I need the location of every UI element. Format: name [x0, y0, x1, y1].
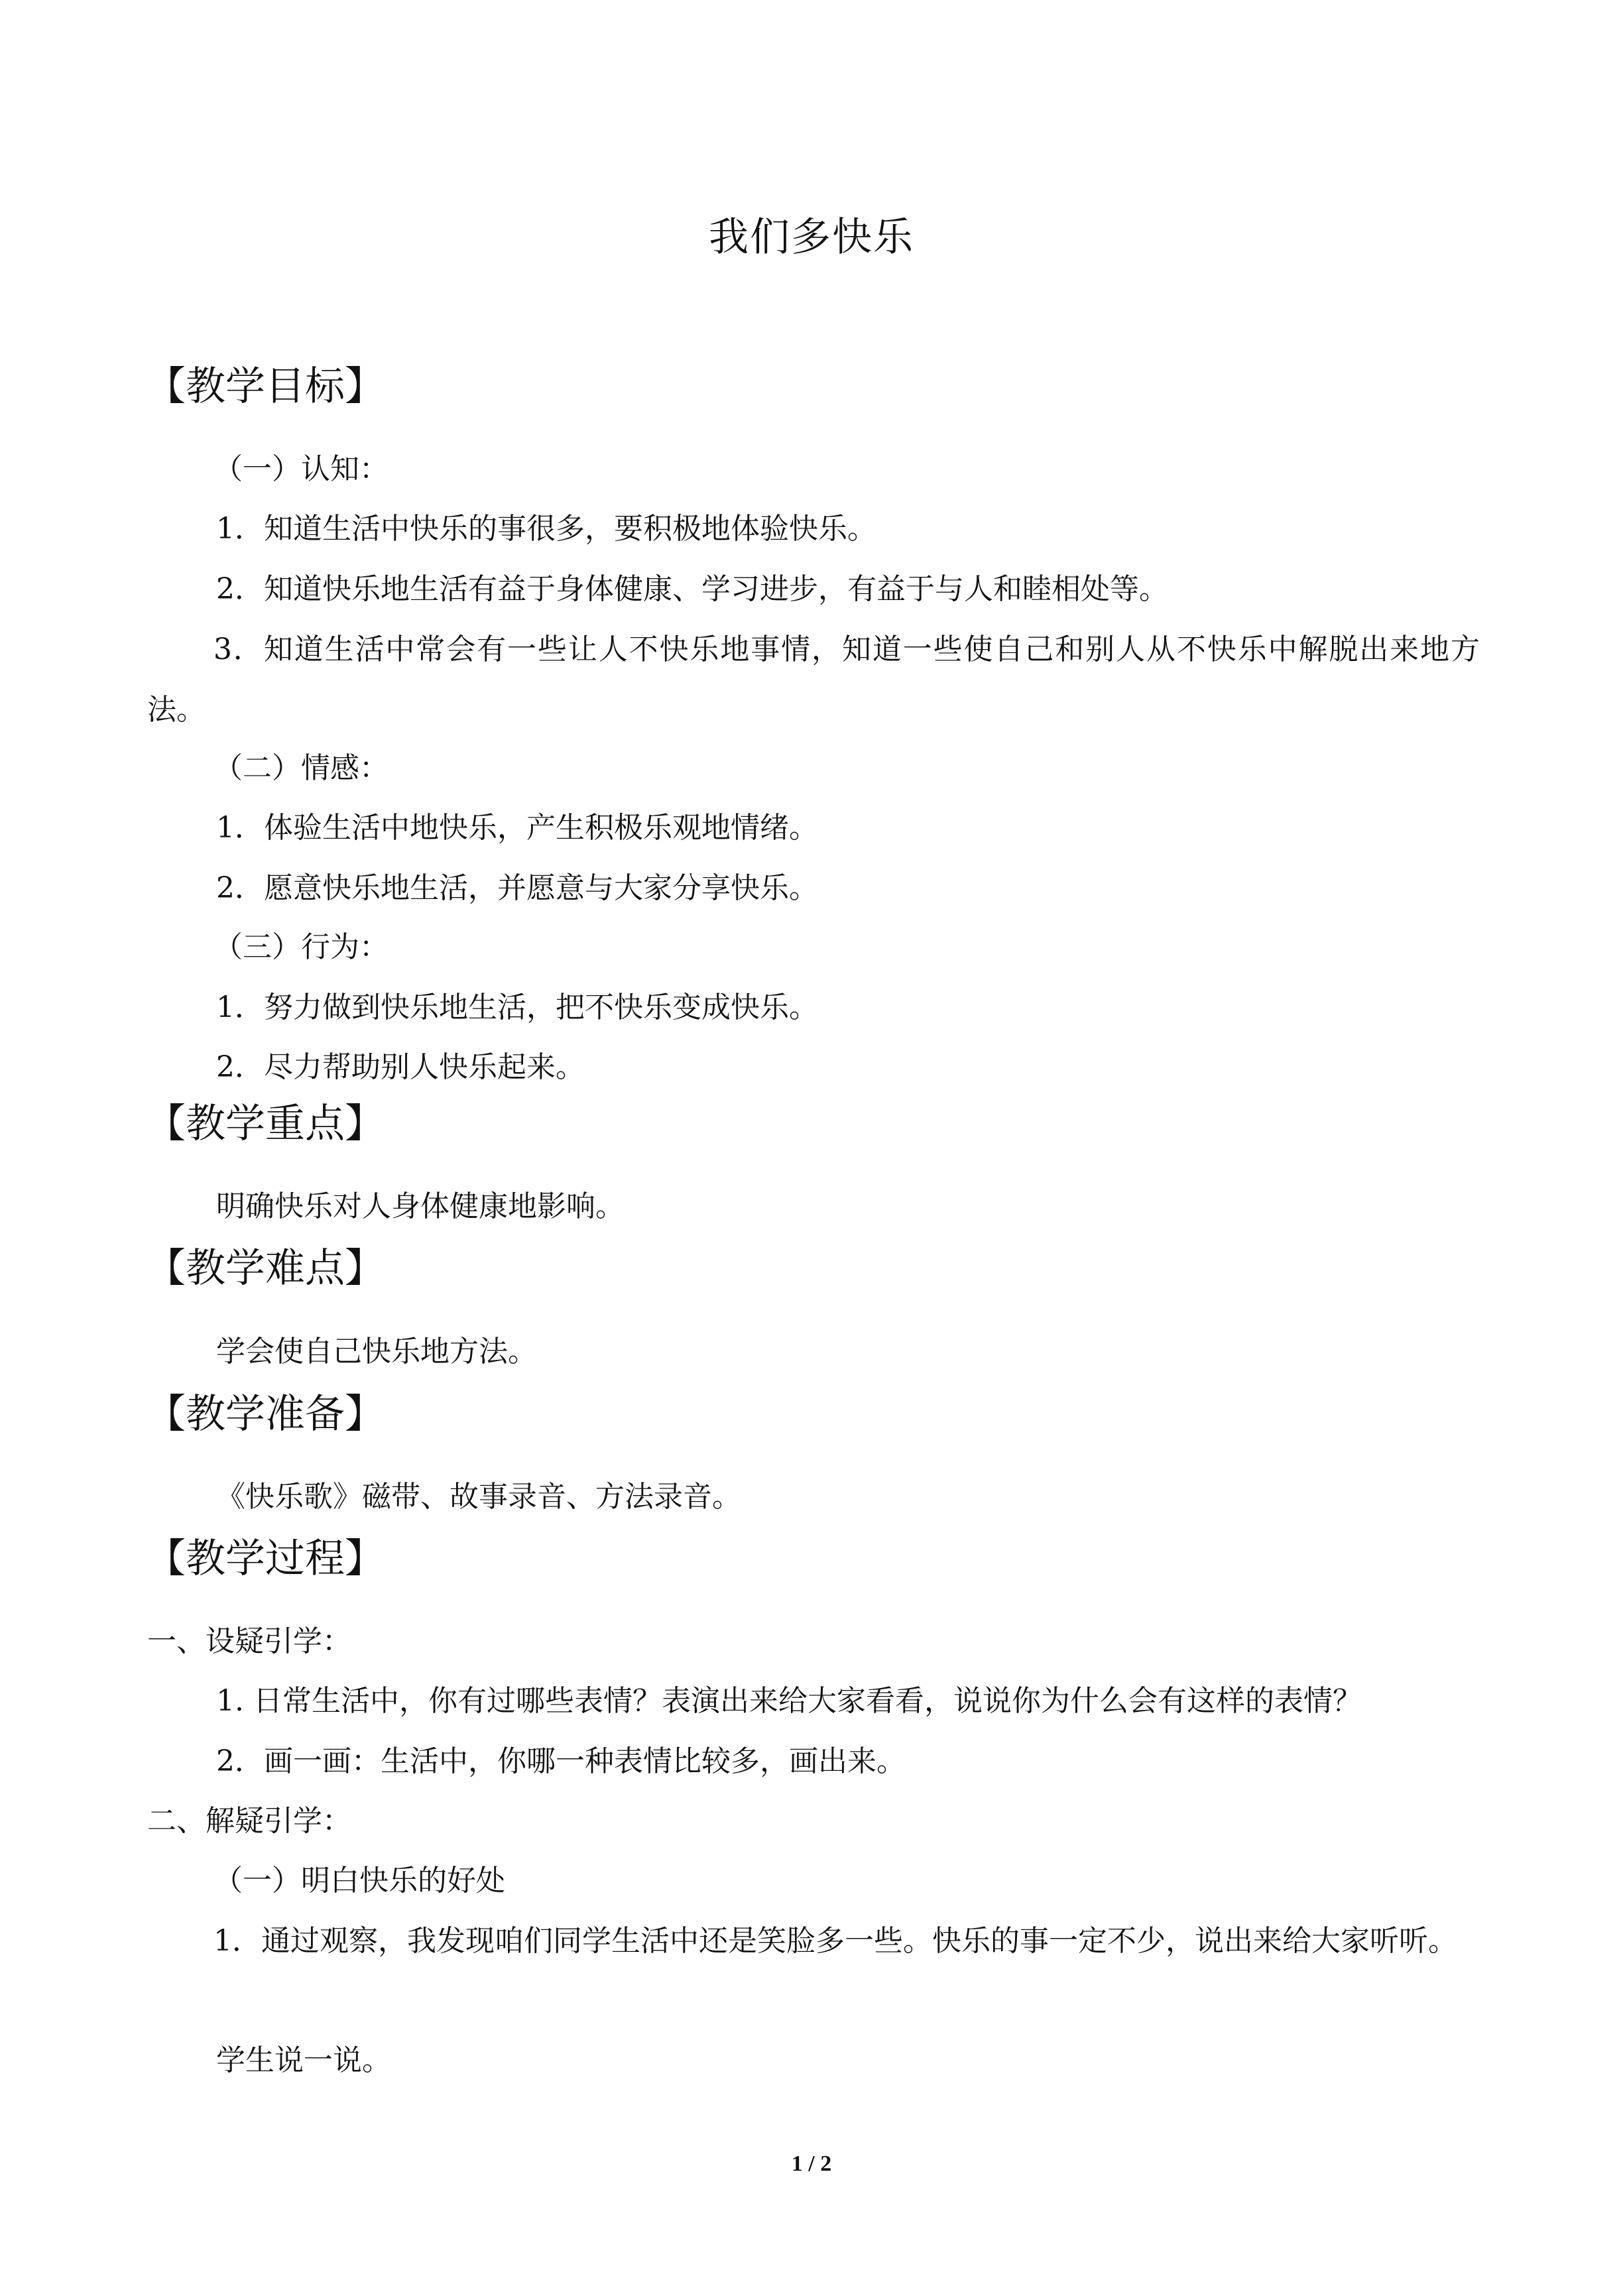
process-part2-item-2: 学生说一说。	[216, 2043, 391, 2077]
cognition-item-2: 2．知道快乐地生活有益于身体健康、学习进步，有益于与人和睦相处等。	[216, 572, 1168, 606]
process-part1-item-2: 2．画一画：生活中，你哪一种表情比较多，画出来。	[216, 1744, 906, 1778]
behavior-item-2: 2．尽力帮助别人快乐起来。	[216, 1050, 585, 1084]
heading-key-points: 【教学重点】	[146, 1101, 385, 1147]
emotion-label: （二）情感：	[213, 751, 389, 785]
heading-process: 【教学过程】	[146, 1536, 385, 1582]
process-part2-item-1: 1．通过观察，我发现咱们同学生活中还是笑脸多一些。快乐的事一定不少，说出来给大家听听。	[213, 1924, 1457, 1958]
preparation-text: 《快乐歌》磁带、故事录音、方法录音。	[216, 1480, 741, 1514]
cognition-label: （一）认知：	[213, 452, 389, 486]
key-points-text: 明确快乐对人身体健康地影响。	[216, 1189, 625, 1223]
page-number: 1 / 2	[791, 2151, 832, 2176]
emotion-item-1: 1．体验生活中地快乐，产生积极乐观地情绪。	[216, 811, 818, 845]
heading-preparation: 【教学准备】	[146, 1391, 385, 1437]
process-part1-label: 一、设疑引学：	[147, 1624, 351, 1658]
cognition-item-3: 3．知道生活中常会有一些让人不快乐地事情，知道一些使自己和别人从不快乐中解脱出来地方法。	[147, 633, 1480, 727]
heading-difficulties: 【教学难点】	[146, 1245, 385, 1292]
difficulties-text: 学会使自己快乐地方法。	[216, 1335, 537, 1368]
behavior-label: （三）行为：	[213, 930, 389, 964]
process-part2-label: 二、解疑引学：	[147, 1804, 351, 1838]
cognition-item-1: 1．知道生活中快乐的事很多，要积极地体验快乐。	[216, 512, 876, 546]
heading-teaching-goals: 【教学目标】	[146, 363, 385, 410]
process-part2-sub-1: （一）明白快乐的好处	[213, 1864, 505, 1898]
behavior-item-1: 1．努力做到快乐地生活，把不快乐变成快乐。	[216, 991, 818, 1024]
process-part1-item-1: 1. 日常生活中，你有过哪些表情？表演出来给大家看看，说说你为什么会有这样的表情？	[216, 1684, 1362, 1718]
document-title: 我们多快乐	[709, 214, 914, 261]
emotion-item-2: 2．愿意快乐地生活，并愿意与大家分享快乐。	[216, 871, 818, 905]
